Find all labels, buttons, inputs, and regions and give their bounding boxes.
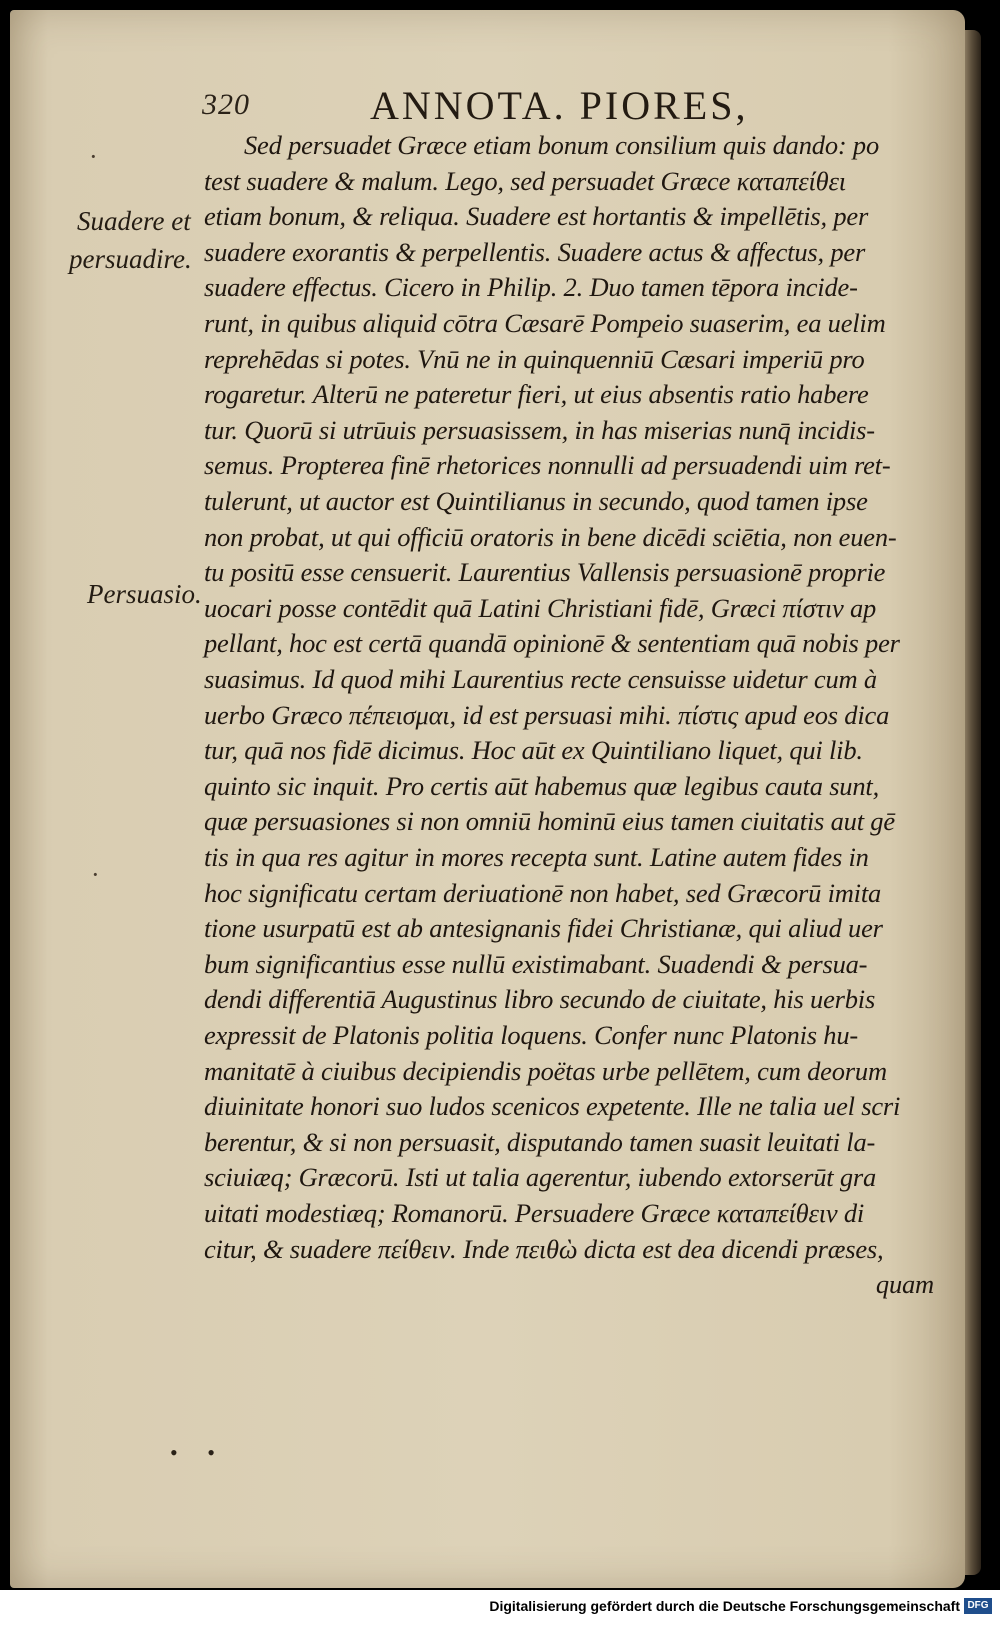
margin-mark: · bbox=[89, 142, 98, 171]
funding-credit: Digitalisierung gefördert durch die Deutsche Forschungsgemeinschaft bbox=[489, 1598, 960, 1614]
text-line: tis in qua res agitur in mores recepta sunt. Latine autem fides in bbox=[204, 842, 869, 872]
text-line: reprehēdas si potes. Vnū ne in quinquenniū Cæsari imperiū pro bbox=[204, 343, 865, 374]
text-line: berentur, & si non persuasit, disputando tamen suasit leuitati la- bbox=[204, 1126, 876, 1157]
text-line: suadere exorantis & perpellentis. Suadere actus & affectus, per bbox=[204, 236, 866, 267]
margin-note: persuadire. bbox=[69, 244, 192, 274]
text-line: semus. Propterea finē rhetorices nonnulli ad persuadendi uim ret- bbox=[204, 450, 891, 481]
text-line: non probat, ut qui officiū oratoris in bene dicēdi sciētia, non euen- bbox=[204, 521, 897, 552]
text-line: citur, & suadere πείθειν. Inde πειθὼ dicta est dea dicendi præses, bbox=[204, 1233, 884, 1264]
text-line: tulerunt, ut auctor est Quintilianus in secundo, quod tamen ipse bbox=[204, 486, 868, 516]
text-line: quæ persuasiones si non omniū hominū eius tamen ciuitatis aut gē bbox=[204, 806, 895, 837]
margin-mark: · bbox=[91, 860, 100, 889]
text-line: tur, quā nos fidē dicimus. Hoc aūt ex Quintiliano liquet, qui lib. bbox=[204, 735, 863, 766]
dfg-logo: DFG bbox=[964, 1598, 992, 1614]
text-line: quinto sic inquit. Pro certis aūt habemus quæ legibus cauta sunt, bbox=[204, 770, 879, 801]
text-line: bum significantius esse nullū existimabant. Suadendi & persua- bbox=[204, 948, 868, 979]
text-line: tu positū esse censuerit. Laurentius Vallensis persuasionē proprie bbox=[204, 557, 886, 588]
text-line: tur. Quorū si utrūuis persuasissem, in has miserias nunq̄ incidis- bbox=[204, 414, 875, 445]
text-line: pellant, hoc est certā quandā opinionē & sententiam quā nobis per bbox=[204, 628, 900, 659]
text-line: suadere effectus. Cicero in Philip. 2. Duo tamen tēpora incide- bbox=[204, 272, 858, 303]
text-line: etiam bonum, & reliqua. Suadere est hortantis & impellētis, per bbox=[204, 201, 869, 232]
text-line: test suadere & malum. Lego, sed persuadet Græce κατaπείθει bbox=[204, 165, 846, 196]
text-line: manitatē à ciuibus decipiendis poëtas urbe pellētem, cum deorum bbox=[204, 1055, 887, 1086]
text-line: tione usurpatū est ab antesignanis fidei Christianæ, qui aliud uer bbox=[204, 913, 883, 944]
margin-note: Suadere et bbox=[77, 206, 191, 236]
text-line: expressit de Platonis politia loquens. Confer nunc Platonis hu- bbox=[204, 1020, 859, 1050]
text-line: sciuiæq; Græcorū. Isti ut talia agerentur, iubendo extorserūt gra bbox=[204, 1162, 877, 1193]
text-line: hoc significatu certam deriuationē non habet, sed Græcorū imita bbox=[204, 877, 882, 908]
text-line: suasimus. Id quod mihi Laurentius recte censuisse uidetur cum à bbox=[204, 664, 877, 694]
running-head: ANNOTA. PIORES, bbox=[370, 83, 749, 128]
printers-marks: • • bbox=[170, 1440, 227, 1465]
text-line: uocari posse contēdit quā Latini Christiani fidē, Græci πίστιν ap bbox=[204, 592, 877, 623]
page-edge bbox=[965, 30, 981, 1575]
text-line: rogaretur. Alterū ne pateretur fieri, ut eius absentis ratio habere bbox=[204, 379, 869, 410]
margin-note: Persuasio. bbox=[87, 579, 202, 609]
page-header bbox=[202, 82, 922, 130]
text-line: uitati modestiæq; Romanorū. Persuadere Græce κατaπείθειν di bbox=[204, 1198, 865, 1228]
text-line: runt, in quibus aliquid cōtra Cæsarē Pompeio suaserim, ea uelim bbox=[204, 308, 886, 338]
text-line: dendi differentiā Augustinus libro secundo de ciuitate, his uerbis bbox=[204, 984, 876, 1015]
text-line: diuinitate honori suo ludos scenicos expetente. Ille ne talia uel scri bbox=[204, 1091, 901, 1122]
footer-bar bbox=[0, 1590, 1000, 1626]
text-line: uerbo Græco πέπεισμαι, id est persuasi mihi. πίστις apud eos dica bbox=[204, 699, 890, 730]
catchword: quam bbox=[875, 1269, 934, 1300]
text-line: Sed persuadet Græce etiam bonum consilium quis dando: po bbox=[244, 130, 880, 160]
page-number: 320 bbox=[202, 88, 250, 121]
